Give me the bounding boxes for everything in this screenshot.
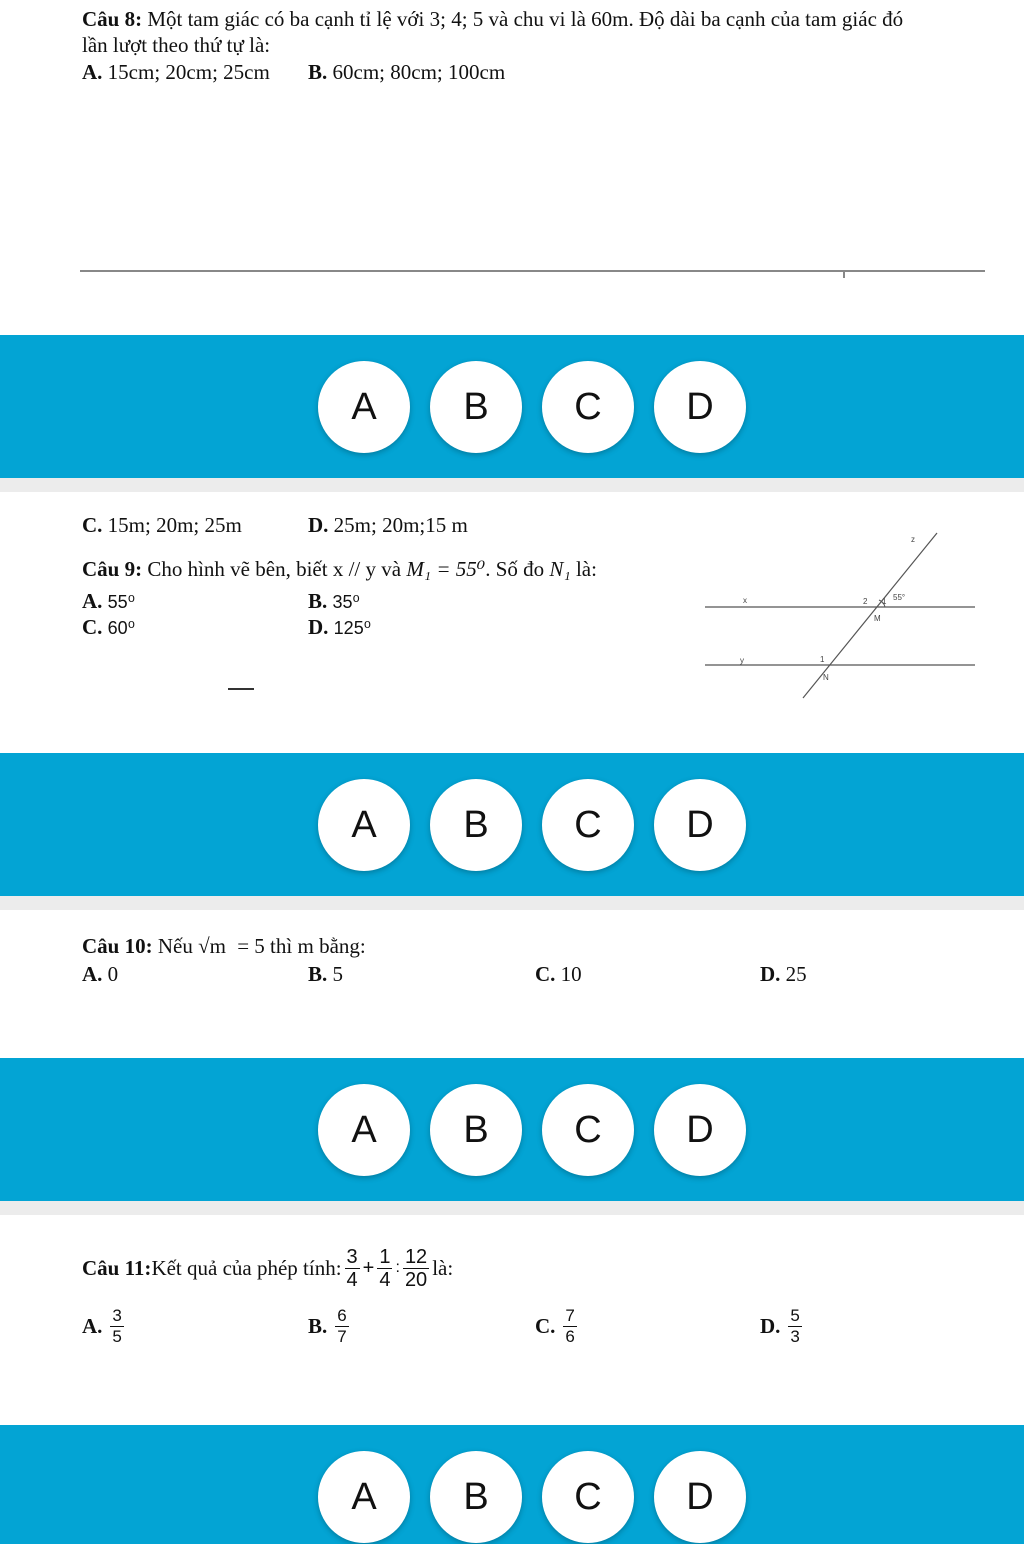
- q9-option-b-text: 35⁰: [332, 592, 360, 612]
- q8-label: Câu 8:: [82, 7, 143, 31]
- q8-option-c-text: 15m; 20m; 25m: [102, 513, 242, 537]
- q11-b-den: 7: [337, 1326, 347, 1346]
- answer-button-d[interactable]: D: [654, 1451, 746, 1543]
- q11-text-post: là:: [432, 1256, 454, 1280]
- q10-option-a: [82, 962, 118, 986]
- answer-buttons-1: [0, 361, 1024, 453]
- q11-option-a: [82, 1300, 127, 1352]
- q11-option-a-fraction: [110, 1306, 123, 1347]
- q9-option-a-text: 55⁰: [107, 592, 135, 612]
- q9-text-pre: Cho hình vẽ bên, biết x // y và: [142, 557, 407, 581]
- q11-fraction-2: [377, 1246, 392, 1291]
- q9-option-c: [82, 615, 135, 640]
- answer-band-2: [0, 753, 1024, 896]
- q11-d-den: 3: [790, 1326, 800, 1346]
- parallel-lines-figure: [700, 528, 980, 703]
- q8-option-b-text: 60cm; 80cm; 100cm: [327, 60, 506, 84]
- label-y: y: [740, 656, 744, 665]
- q9-option-d-text: 125⁰: [333, 618, 371, 638]
- q11-option-d: [760, 1300, 805, 1352]
- label-one-bottom: 1: [820, 655, 825, 664]
- q11-c-num: 7: [565, 1305, 575, 1325]
- label-n: N: [823, 673, 829, 682]
- q11-f1-num: 3: [346, 1245, 358, 1268]
- q10-text-post: = 5 thì m bằng:: [231, 934, 366, 958]
- q11-label: Câu 11:: [82, 1256, 152, 1280]
- q10-option-c: [535, 962, 582, 986]
- q11-option-b-fraction: [335, 1306, 348, 1347]
- q11-b-num: 6: [337, 1305, 347, 1325]
- answer-button-d[interactable]: D: [654, 361, 746, 453]
- q11-colon: :: [395, 1259, 400, 1276]
- q11-option-b-label: B.: [308, 1314, 328, 1338]
- q9-option-b: [308, 589, 360, 614]
- q9-m-expression: M₁ = 55⁰: [406, 557, 486, 581]
- q11-f3-den: 20: [404, 1268, 428, 1291]
- q11-fraction-1: [345, 1246, 360, 1291]
- q9-text-mid: . Số đo: [485, 557, 550, 581]
- q10-option-d-text: 25: [780, 962, 807, 986]
- q10-option-a-text: 0: [102, 962, 119, 986]
- q9-n-expression: N₁: [549, 557, 571, 581]
- q11-f3-num: 12: [404, 1245, 428, 1268]
- answer-button-a[interactable]: A: [318, 779, 410, 871]
- separator-1: [0, 478, 1024, 492]
- divider-tick: [843, 270, 845, 278]
- q10-question: [82, 934, 366, 958]
- q11-option-c-fraction: [563, 1306, 576, 1347]
- answer-button-c[interactable]: C: [542, 779, 634, 871]
- answer-buttons-2: [0, 779, 1024, 871]
- q11-f2-den: 4: [379, 1268, 391, 1291]
- q10-option-b: [308, 962, 343, 986]
- q8-option-d-text: 25m; 20m;15 m: [328, 513, 468, 537]
- answer-buttons-4: [0, 1451, 1024, 1543]
- label-one-top: 1: [882, 597, 887, 606]
- answer-buttons-3: [0, 1084, 1024, 1176]
- q9-text-post: là:: [570, 557, 597, 581]
- q11-question: [82, 1240, 453, 1296]
- answer-button-c[interactable]: C: [542, 1084, 634, 1176]
- label-x: x: [743, 596, 747, 605]
- q10-label: Câu 10:: [82, 934, 153, 958]
- q8-option-d-label: D.: [308, 513, 329, 537]
- q11-text-pre: Kết quả của phép tính:: [151, 1256, 342, 1280]
- q11-option-b: [308, 1300, 352, 1352]
- answer-band-3: [0, 1058, 1024, 1201]
- answer-button-a[interactable]: A: [318, 1451, 410, 1543]
- q11-f1-den: 4: [346, 1268, 358, 1291]
- answer-band-4: [0, 1425, 1024, 1544]
- separator-2: [0, 896, 1024, 910]
- answer-button-b[interactable]: B: [430, 361, 522, 453]
- q10-option-b-text: 5: [327, 962, 344, 986]
- q11-option-a-label: A.: [82, 1314, 103, 1338]
- q11-option-d-fraction: [788, 1306, 801, 1347]
- q11-f2-num: 1: [379, 1245, 391, 1268]
- separator-3: [0, 1201, 1024, 1215]
- q8-option-a-label: A.: [82, 60, 103, 84]
- answer-button-b[interactable]: B: [430, 779, 522, 871]
- q9-question: [82, 557, 597, 581]
- q11-a-den: 5: [112, 1326, 122, 1346]
- q9-option-a: [82, 589, 135, 614]
- answer-button-d[interactable]: D: [654, 1084, 746, 1176]
- q9-option-a-label: A.: [82, 589, 103, 613]
- q11-plus: +: [362, 1257, 375, 1279]
- q9-option-b-label: B.: [308, 589, 328, 613]
- label-angle: 55°: [893, 593, 906, 602]
- q11-d-num: 5: [790, 1305, 800, 1325]
- q10-option-d: [760, 962, 807, 986]
- q11-option-c-label: C.: [535, 1314, 556, 1338]
- divider-line: [80, 270, 985, 272]
- q9-option-c-label: C.: [82, 615, 103, 639]
- q8-option-d: [308, 513, 468, 537]
- answer-button-c[interactable]: C: [542, 1451, 634, 1543]
- label-two: 2: [863, 597, 868, 606]
- answer-button-b[interactable]: B: [430, 1084, 522, 1176]
- q10-option-d-label: D.: [760, 962, 781, 986]
- answer-button-a[interactable]: A: [318, 1084, 410, 1176]
- q10-option-c-text: 10: [555, 962, 582, 986]
- q8-option-b-label: B.: [308, 60, 328, 84]
- label-m: M: [874, 614, 881, 623]
- answer-button-b[interactable]: B: [430, 1451, 522, 1543]
- q8-option-a: [82, 60, 270, 84]
- q8-option-c-label: C.: [82, 513, 103, 537]
- q9-option-c-text: 60⁰: [107, 618, 135, 638]
- q10-option-b-label: B.: [308, 962, 328, 986]
- q9-option-d: [308, 615, 371, 640]
- stray-mark: [228, 688, 254, 690]
- answer-button-c[interactable]: C: [542, 361, 634, 453]
- q8-text-2: lần lượt theo thứ tự là:: [82, 33, 271, 57]
- q8-option-c: [82, 513, 242, 537]
- q9-option-d-label: D.: [308, 615, 329, 639]
- q8-line1: [82, 7, 903, 31]
- q10-option-c-label: C.: [535, 962, 556, 986]
- q8-option-b: [308, 60, 505, 84]
- answer-button-d[interactable]: D: [654, 779, 746, 871]
- q11-option-c: [535, 1300, 580, 1352]
- q11-a-num: 3: [112, 1305, 122, 1325]
- q8-option-a-text: 15cm; 20cm; 25cm: [102, 60, 270, 84]
- answer-button-a[interactable]: A: [318, 361, 410, 453]
- label-z: z: [911, 535, 915, 544]
- q10-sqrt: √m: [198, 934, 226, 958]
- q11-option-d-label: D.: [760, 1314, 781, 1338]
- q10-text-pre: Nếu: [152, 934, 199, 958]
- q10-option-a-label: A.: [82, 962, 103, 986]
- q11-c-den: 6: [565, 1326, 575, 1346]
- q11-fraction-3: [403, 1246, 429, 1291]
- answer-band-1: [0, 335, 1024, 478]
- q8-text-1: Một tam giác có ba cạnh tỉ lệ với 3; 4; 5 và chu vi là 60m. Độ dài ba cạnh của tam giác đó: [142, 7, 904, 31]
- q9-label: Câu 9:: [82, 557, 143, 581]
